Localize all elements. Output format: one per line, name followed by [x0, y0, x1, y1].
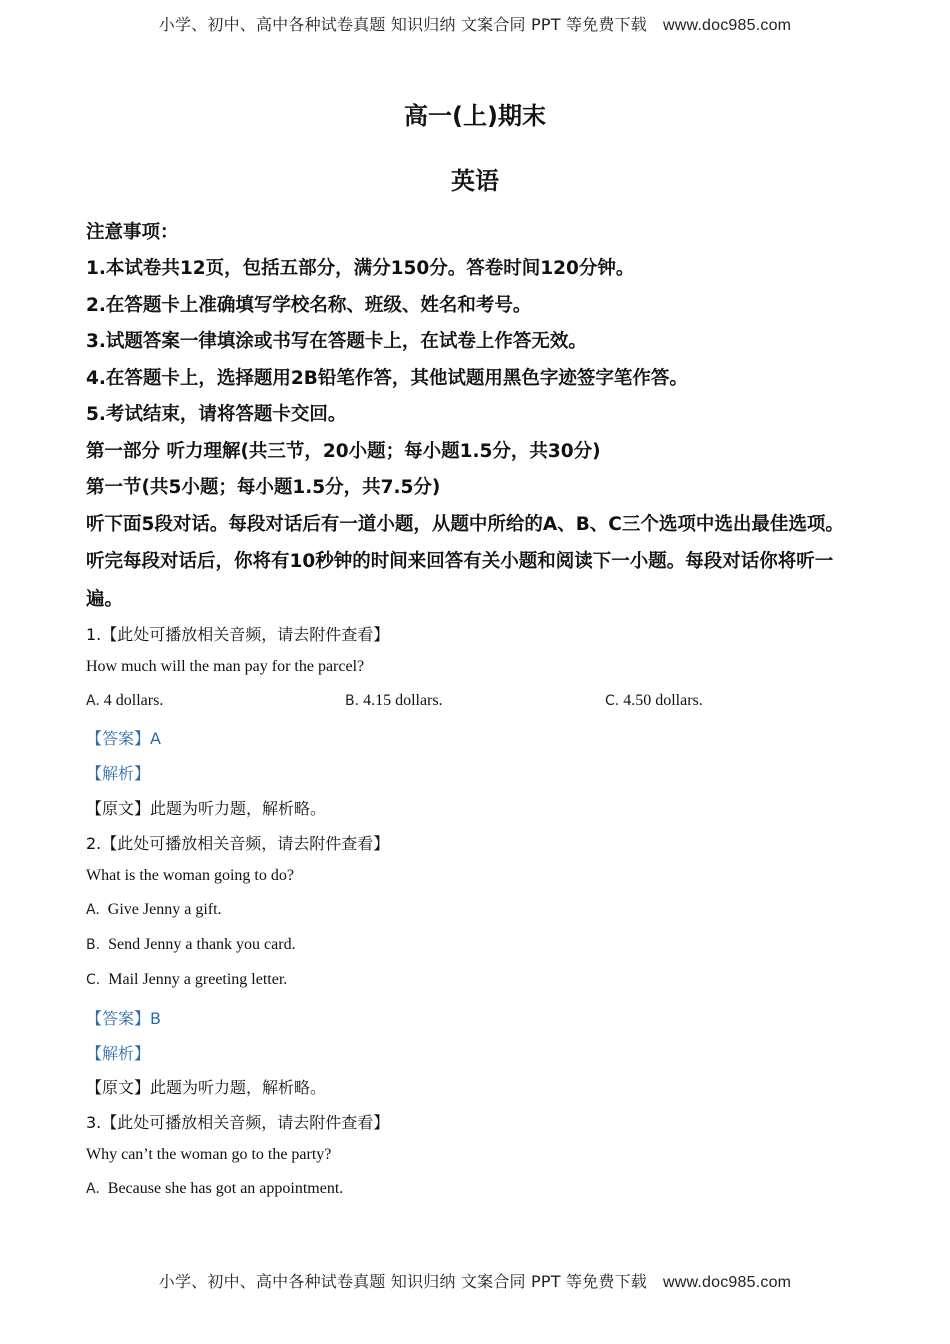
- answer-line: [86, 1006, 161, 1029]
- option-c: [605, 692, 703, 710]
- audio-link[interactable]: 2.【此处可播放相关音频，请去附件查看】: [86, 834, 390, 853]
- page-header: [0, 12, 950, 35]
- answer-value: B: [150, 1009, 161, 1028]
- instruction-line: 听完每段对话后，你将有10秒钟的时间来回答有关小题和阅读下一小题。每段对话你将听一: [86, 551, 834, 572]
- exam-title: 高一(上)期末: [404, 102, 546, 130]
- option-label: A.: [86, 902, 100, 918]
- question-text: How much will the man pay for the parcel?: [86, 658, 365, 675]
- notice-item: 1.本试卷共12页，包括五部分，满分150分。答卷时间120分钟。: [86, 258, 635, 279]
- part-heading: 第一部分 听力理解(共三节，20小题；每小题1.5分，共30分): [86, 441, 601, 462]
- answer-tag: 【答案】: [86, 1009, 151, 1028]
- audio-link[interactable]: 1.【此处可播放相关音频，请去附件查看】: [86, 625, 390, 644]
- header-text: 小学、初中、高中各种试卷真题 知识归纳 文案合同 PPT 等免费下载: [158, 15, 647, 34]
- option-text: 4.15 dollars.: [363, 692, 443, 709]
- option-a: [86, 901, 222, 919]
- notice-item: 2.在答题卡上准确填写学校名称、班级、姓名和考号。: [86, 295, 532, 316]
- option-label: B.: [345, 693, 360, 709]
- answer-tag: 【答案】: [86, 729, 151, 748]
- page-footer: [0, 1269, 950, 1292]
- option-text: Send Jenny a thank you card.: [108, 936, 296, 953]
- notice-item: 4.在答题卡上，选择题用2B铅笔作答，其他试题用黑色字迹签字笔作答。: [86, 368, 688, 389]
- option-b: [345, 692, 443, 710]
- option-label: A.: [86, 1181, 100, 1197]
- instruction-line: 遍。: [86, 589, 124, 610]
- option-text: Mail Jenny a greeting letter.: [108, 971, 288, 988]
- option-a: [86, 692, 163, 710]
- option-text: Because she has got an appointment.: [107, 1180, 344, 1197]
- header-site-link[interactable]: www.doc985.com: [663, 17, 792, 34]
- analysis-tag: 【解析】: [86, 764, 151, 783]
- exam-subject: 英语: [451, 167, 499, 195]
- option-a: [86, 1180, 343, 1198]
- footer-text: 小学、初中、高中各种试卷真题 知识归纳 文案合同 PPT 等免费下载: [158, 1272, 647, 1291]
- option-text: Give Jenny a gift.: [107, 901, 222, 918]
- option-text: 4.50 dollars.: [623, 692, 703, 709]
- notice-item: 3.试题答案一律填涂或书写在答题卡上，在试卷上作答无效。: [86, 331, 587, 352]
- answer-line: [86, 726, 161, 749]
- option-text: 4 dollars.: [103, 692, 164, 709]
- original-text: 【原文】此题为听力题，解析略。: [86, 799, 327, 818]
- instruction-line: 听下面5段对话。每段对话后有一道小题，从题中所给的A、B、C三个选项中选出最佳选项。: [86, 514, 844, 535]
- option-b: [86, 936, 296, 954]
- option-label: C.: [86, 972, 101, 988]
- audio-link[interactable]: 3.【此处可播放相关音频，请去附件查看】: [86, 1113, 390, 1132]
- footer-site-link[interactable]: www.doc985.com: [663, 1274, 792, 1291]
- question-text: What is the woman going to do?: [86, 867, 294, 884]
- option-label: C.: [605, 693, 620, 709]
- original-text: 【原文】此题为听力题，解析略。: [86, 1078, 327, 1097]
- notice-item: 5.考试结束，请将答题卡交回。: [86, 404, 347, 425]
- question-text: Why can’t the woman go to the party?: [86, 1146, 332, 1163]
- option-label: A.: [86, 693, 100, 709]
- analysis-tag: 【解析】: [86, 1044, 151, 1063]
- option-label: B.: [86, 937, 101, 953]
- notice-heading: 注意事项：: [86, 222, 179, 243]
- answer-value: A: [150, 729, 161, 748]
- section-heading: 第一节(共5小题；每小题1.5分，共7.5分): [86, 477, 441, 498]
- option-c: [86, 971, 287, 989]
